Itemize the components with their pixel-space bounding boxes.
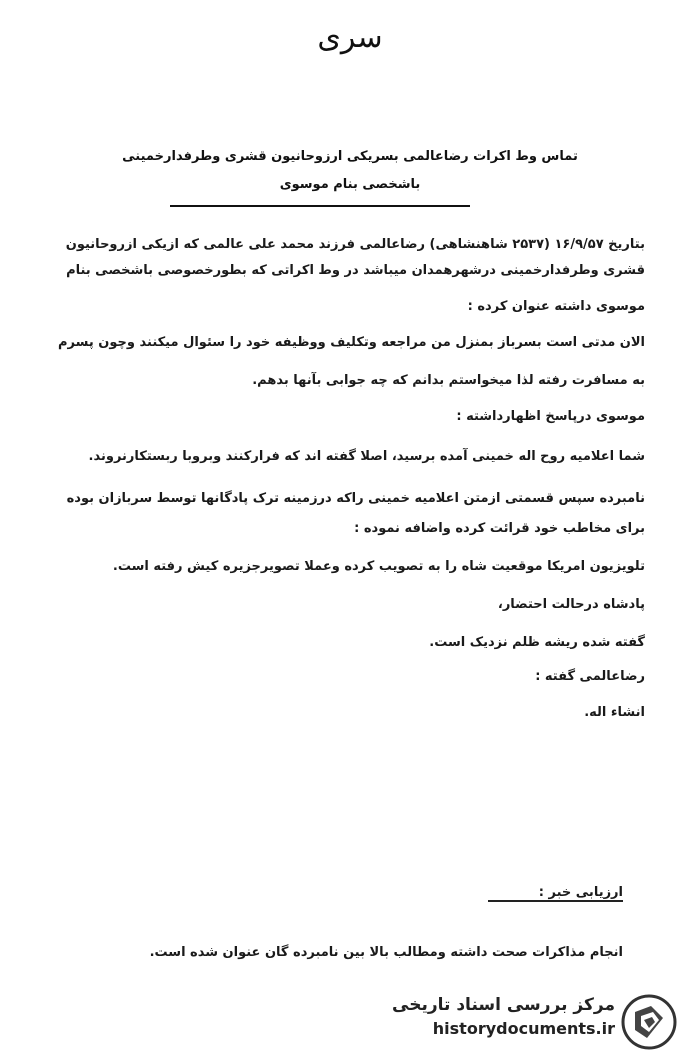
watermark-logo (392, 990, 685, 1059)
watermark-site: historydocuments.ir (432, 1019, 615, 1038)
body-line: الان مدتی است بسرباز بمنزل من مراجعه وتکلیف ووظیفه خود را سئوال میکنند وچون پسرم (58, 335, 645, 350)
evaluation-underline (488, 900, 623, 902)
subject-line-2: باشخصی بنام موسوی (279, 177, 421, 192)
body-line: موسوی درپاسخ اظهارداشته : (456, 409, 645, 424)
watermark-title: مرکز بررسی اسناد تاریخی (392, 995, 615, 1015)
evaluation-label: ارزیابی خبر : (538, 885, 623, 900)
body-line: قشری وطرفدارخمینی درشهرهمدان میباشد در وط اکراتی که بطورخصوصی باشخصی بنام (66, 263, 645, 278)
body-line: شما اعلامیه روح اله خمینی آمده برسید، اصلا گفته اند که فرارکنند وبروبا ربستکارنروند. (88, 449, 645, 464)
body-line: نامبرده سپس قسمتی ازمتن اعلامیه خمینی راکه درزمینه ترک پادگانها توسط سربازان بوده (66, 491, 645, 506)
body-line: موسوی داشته عنوان کرده : (467, 299, 645, 314)
body-line: رضاعالمی گفته : (535, 669, 645, 684)
body-line: گفته شده ریشه ظلم نزدیک است. (429, 635, 645, 650)
classification-heading: سری (317, 20, 383, 55)
evaluation-text: انجام مذاکرات صحت داشته ومطالب بالا بین نامبرده گان عنوان شده است. (149, 945, 623, 960)
body-line: بتاریخ ۱۶/۹/۵۷ (۲۵۳۷ شاهنشاهی) رضاعالمی فرزند محمد علی عالمی که ازیکی ازروحانیون (65, 237, 645, 252)
body-line: انشاء اله. (584, 705, 645, 720)
subject-line-1: تماس وط اکرات رضاعالمی بسریکی ارزوحانیون قشری وطرفدارخمینی (122, 149, 578, 164)
body-line: پادشاه درحالت احتضار، (497, 597, 645, 612)
archive-logo-icon (621, 994, 677, 1050)
body-line: برای مخاطب خود قرائت کرده واضافه نموده : (354, 521, 645, 536)
body-line: تلویزیون امریکا موقعیت شاه را به تصویب کرده وعملا تصویرجزیره کیش رفته است. (112, 559, 645, 574)
body-line: به مسافرت رفته لذا میخواستم بدانم که چه جوابی بآنها بدهم. (252, 373, 645, 388)
subject-underline (170, 205, 470, 207)
